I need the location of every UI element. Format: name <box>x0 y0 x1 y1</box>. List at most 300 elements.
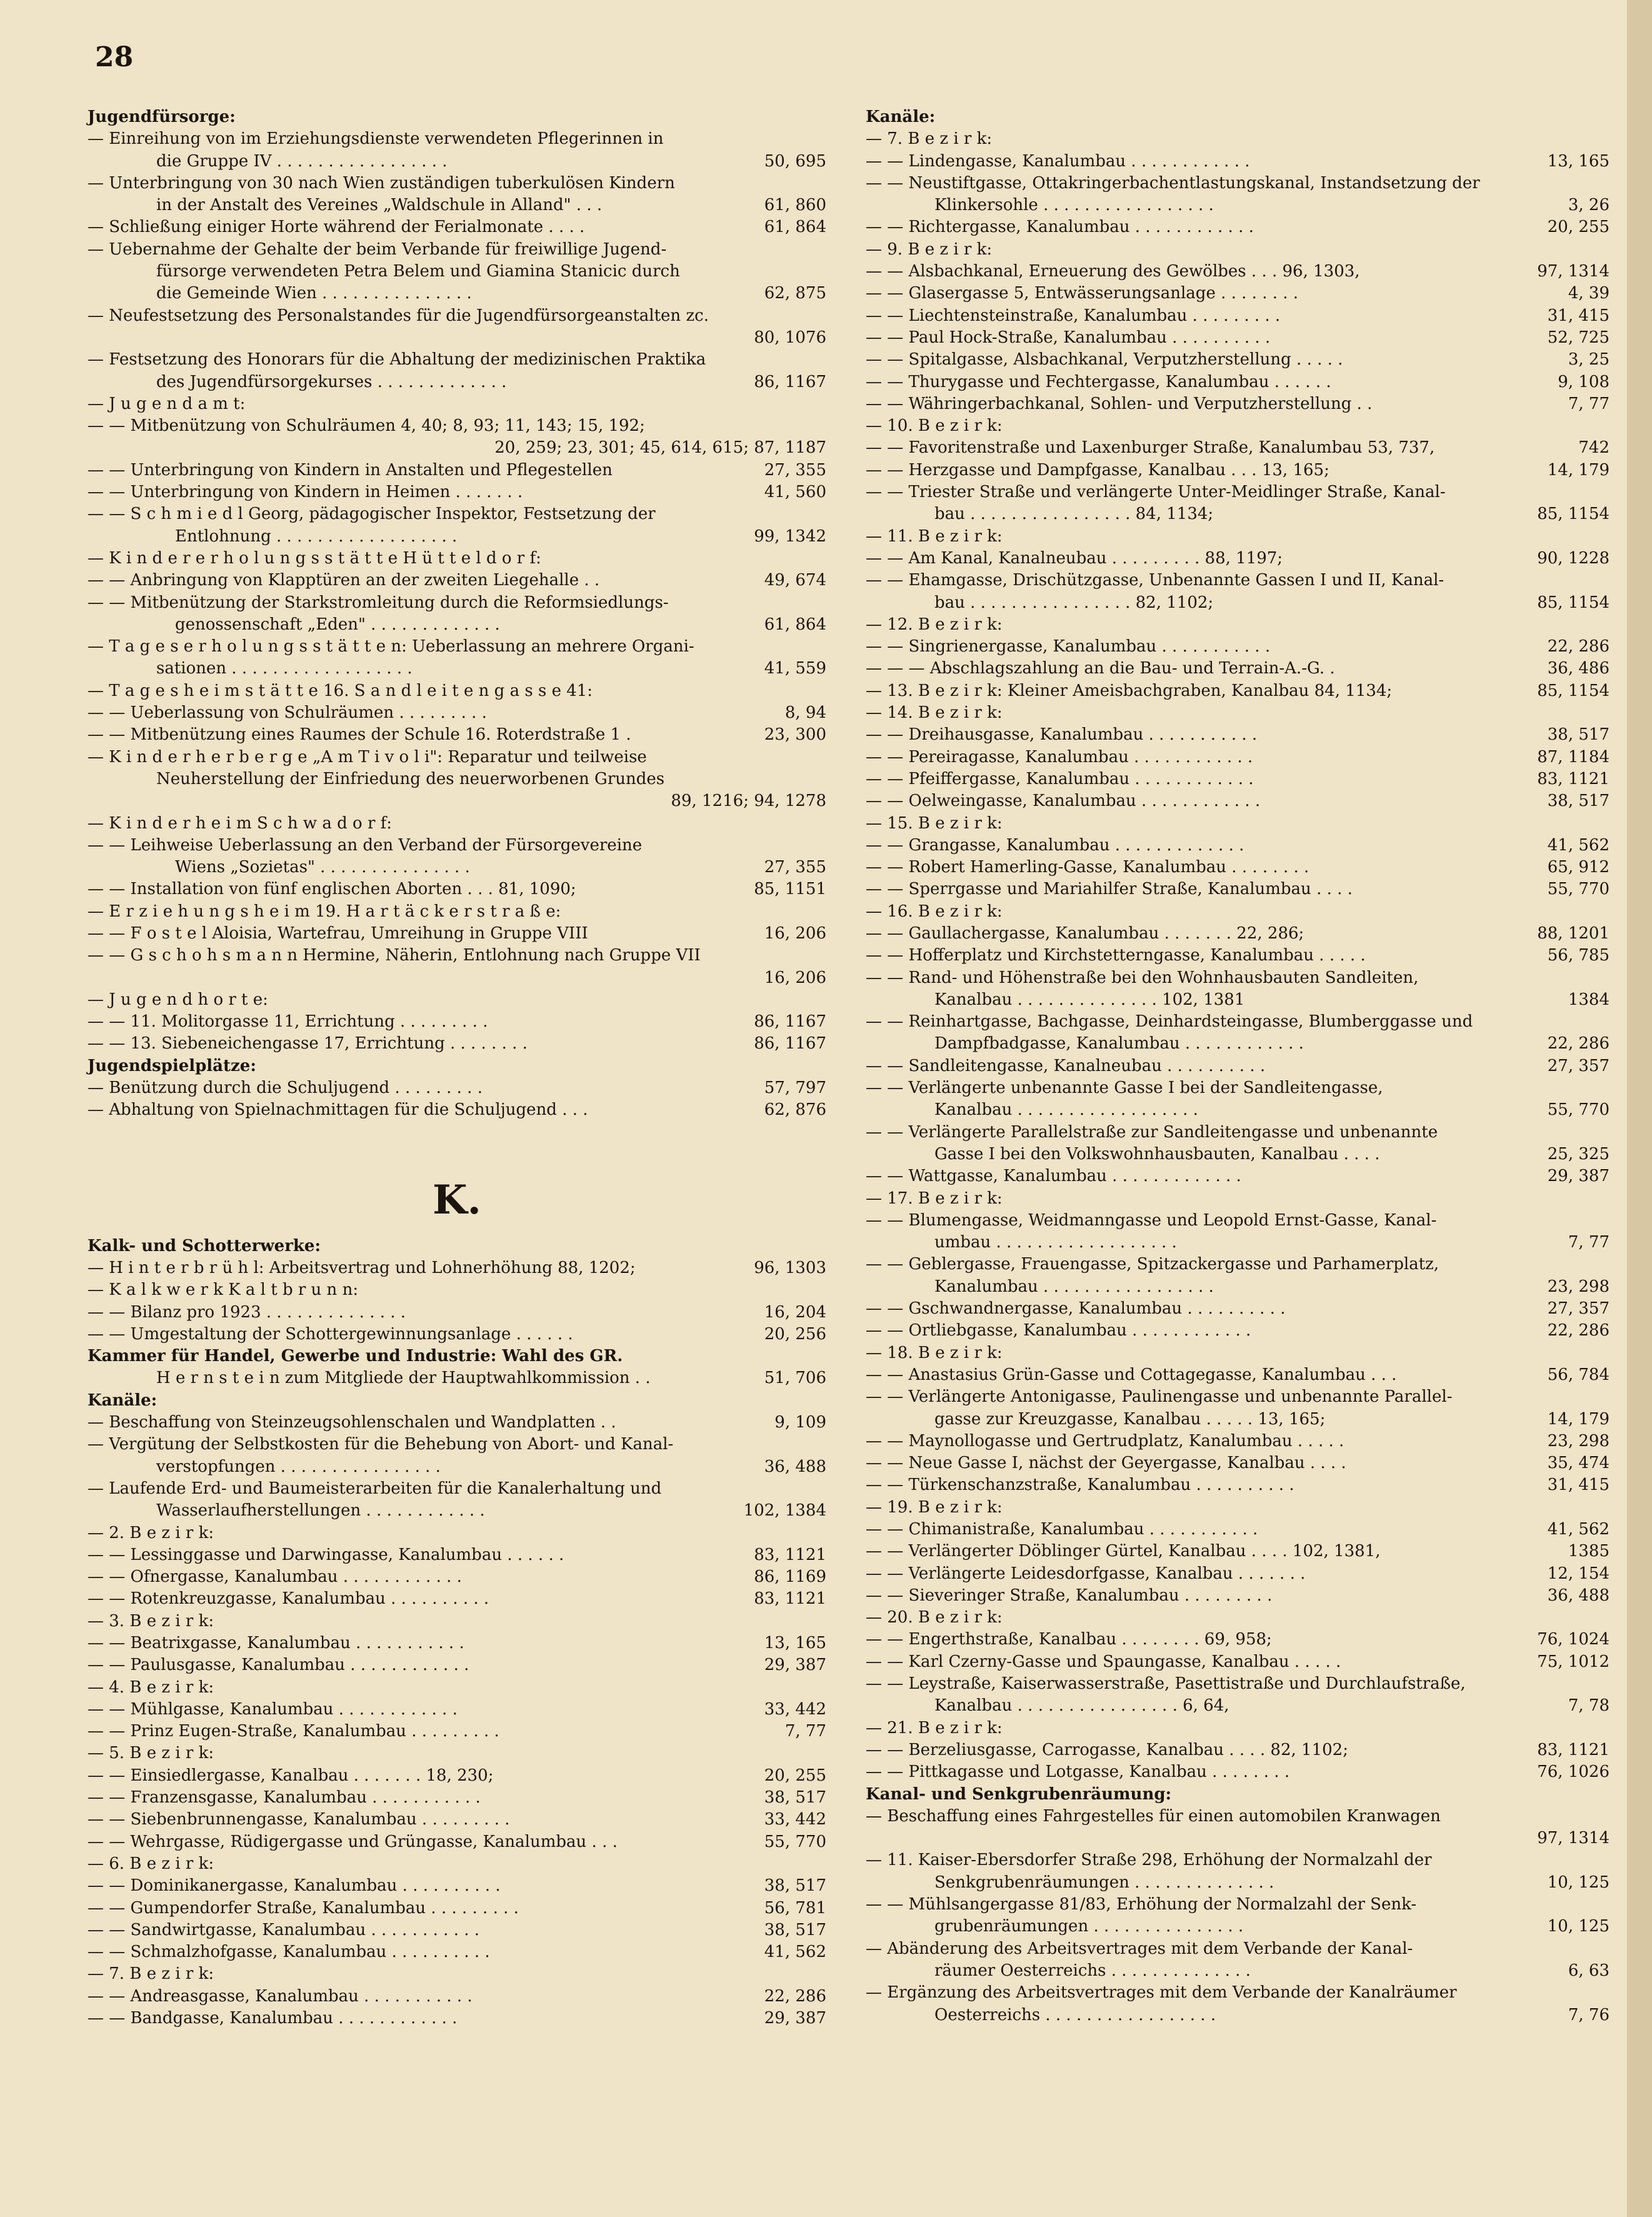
index-entry <box>88 923 826 945</box>
entry-text: des Jugendfürsorgekurses . . . . . . . . . . . . . <box>156 372 507 391</box>
entry-reference: 36, 486 <box>1544 658 1609 680</box>
index-entry <box>866 768 1609 790</box>
index-entry <box>866 1982 1609 2004</box>
entry-text: Kanalumbau . . . . . . . . . . . . . . . . . <box>934 1277 1214 1296</box>
entry-text: Wasserlaufherstellungen . . . . . . . . . . . . <box>156 1501 485 1521</box>
entry-text: — — Oelweingasse, Kanalumbau . . . . . . . . . . . . <box>866 792 1261 811</box>
entry-text: — 7. B e z i r k: <box>866 129 993 149</box>
index-entry <box>866 967 1609 989</box>
entry-reference: 86, 1167 <box>750 1011 826 1033</box>
index-entry <box>866 1276 1609 1298</box>
entry-text: Kammer für Handel, Gewerbe und Industrie: Wahl des GR. <box>88 1347 623 1366</box>
entry-reference: 27, 357 <box>1544 1055 1609 1077</box>
entry-reference: 33, 442 <box>761 1809 826 1831</box>
entry-reference: 36, 488 <box>761 1456 826 1478</box>
index-entry <box>866 1849 1609 1871</box>
kanaele-entries <box>866 106 1609 2026</box>
index-entry <box>88 415 826 437</box>
entry-text: — 2. B e z i r k: <box>88 1523 214 1542</box>
entry-text: — — Türkenschanzstraße, Kanalumbau . . . . . . . . . . <box>866 1475 1294 1495</box>
index-entry <box>866 857 1609 878</box>
entry-reference: 31, 415 <box>1544 1474 1609 1496</box>
entry-text: — — Ortliebgasse, Kanalumbau . . . . . . . . . . . . <box>866 1321 1251 1340</box>
entry-text: — 13. B e z i r k: Kleiner Ameisbachgraben, Kanalbau 84, 1134; <box>866 681 1393 700</box>
entry-text: — — Verlängerte Parallelstraße zur Sandleitengasse und unbenannte <box>866 1122 1438 1142</box>
entry-reference: 6, 63 <box>1564 1960 1609 1982</box>
entry-reference: 13, 165 <box>761 1632 826 1654</box>
entry-text: — — Rotenkreuzgasse, Kanalumbau . . . . . . . . . . <box>88 1589 489 1609</box>
index-entry <box>88 437 826 459</box>
entry-reference: 25, 325 <box>1544 1144 1609 1165</box>
entry-text: Kanalbau . . . . . . . . . . . . . . 102, 1381 <box>934 990 1245 1009</box>
index-entry <box>866 393 1609 415</box>
entry-text: — — Prinz Eugen-Straße, Kanalumbau . . . . . . . . . <box>88 1722 499 1741</box>
index-entry <box>866 1938 1609 1960</box>
entry-text: Senkgrubenräumungen . . . . . . . . . . . . . . <box>934 1873 1274 1892</box>
entry-text: — 10. B e z i r k: <box>866 416 1003 436</box>
entry-text: — — Liechtensteinstraße, Kanalumbau . . . . . . . . . <box>866 306 1281 325</box>
entry-text: — K i n d e r e r h o l u n g s s t ä t t e H ü t t e l d o r f: <box>88 548 541 568</box>
entry-reference: 38, 517 <box>1544 724 1609 746</box>
index-entry <box>88 1478 826 1500</box>
index-entry <box>88 1302 826 1324</box>
entry-text: — — Grangasse, Kanalumbau . . . . . . . . . . . . . <box>866 835 1244 855</box>
entry-reference: 1385 <box>1564 1541 1609 1562</box>
entry-reference: 23, 300 <box>761 724 826 746</box>
index-entry <box>866 989 1609 1011</box>
entry-reference: 27, 355 <box>761 460 826 481</box>
entry-text: — — Gaullachergasse, Kanalumbau . . . . . . . 22, 286; <box>866 923 1304 943</box>
entry-text: Wiens „Sozietas" . . . . . . . . . . . . . . . <box>175 858 470 877</box>
entry-text: — J u g e n d h o r t e: <box>88 990 268 1009</box>
index-entry <box>866 747 1609 768</box>
entry-reference: 86, 1169 <box>750 1566 826 1588</box>
entry-text: — — Unterbringung von Kindern in Anstalten und Pflegestellen <box>88 460 613 480</box>
section-letter: K. <box>433 1176 481 1224</box>
entry-reference: 38, 517 <box>1544 790 1609 812</box>
index-entry <box>88 1941 826 1963</box>
index-entry <box>866 1761 1609 1783</box>
index-entry <box>866 1607 1609 1629</box>
index-entry <box>88 1898 826 1919</box>
index-entry <box>866 216 1609 238</box>
index-entry <box>866 878 1609 900</box>
index-entry <box>88 261 826 283</box>
index-entry <box>88 878 826 900</box>
entry-reference: 35, 474 <box>1544 1452 1609 1474</box>
index-entry <box>88 1500 826 1522</box>
entry-reference: 23, 298 <box>1544 1276 1609 1298</box>
entry-reference: 57, 797 <box>761 1077 826 1099</box>
entry-reference: 3, 26 <box>1564 194 1609 216</box>
index-entry <box>866 437 1609 459</box>
entry-text: — — Karl Czerny-Gasse und Spaungasse, Kanalbau . . . . . <box>866 1652 1341 1671</box>
entry-text: — — Bandgasse, Kanalumbau . . . . . . . . . . . . <box>88 2009 458 2028</box>
entry-text: — 21. B e z i r k: <box>866 1718 1003 1737</box>
index-entry <box>866 1739 1609 1761</box>
index-entry <box>866 1210 1609 1232</box>
entry-reference: 16, 206 <box>761 923 826 945</box>
page-number: 28 <box>95 41 134 73</box>
entry-reference: 29, 387 <box>761 1654 826 1676</box>
entry-reference: 742 <box>1574 437 1609 459</box>
entry-reference: 80, 1076 <box>750 327 826 349</box>
entry-text: genossenschaft „Eden" . . . . . . . . . . . . . <box>175 615 500 634</box>
entry-reference: 3, 25 <box>1564 349 1609 371</box>
entry-text: bau . . . . . . . . . . . . . . . . 84, 1134; <box>934 505 1214 524</box>
page-edge <box>1627 0 1652 2217</box>
index-entry <box>866 194 1609 216</box>
index-entry <box>866 1232 1609 1254</box>
entry-reference: 22, 286 <box>1544 1033 1609 1055</box>
index-entry <box>866 1563 1609 1585</box>
entry-text: — — Leihweise Ueberlassung an den Verband der Fürsorgevereine <box>88 835 643 855</box>
entry-reference: 27, 357 <box>1544 1298 1609 1320</box>
entry-text: — — Mühlsangergasse 81/83, Erhöhung der Normalzahl der Senk- <box>866 1895 1417 1914</box>
index-entry <box>88 1986 826 2008</box>
entry-text: — 9. B e z i r k: <box>866 239 993 259</box>
index-entry <box>88 194 826 216</box>
entry-text: — — Favoritenstraße und Laxenburger Straße, Kanalumbau 53, 737, <box>866 438 1435 458</box>
index-entry <box>866 239 1609 261</box>
index-entry <box>866 1099 1609 1121</box>
index-entry <box>88 1919 826 1941</box>
index-entry <box>88 526 826 548</box>
entry-text: — — Reinhartgasse, Bachgasse, Deinhardsteingasse, Blumberggasse und <box>866 1012 1473 1032</box>
index-entry <box>88 548 826 570</box>
entry-text: in der Anstalt des Vereines „Waldschule in Alland" . . . <box>156 196 603 215</box>
entry-text: — K a l k w e r k K a l t b r u n n: <box>88 1280 359 1300</box>
index-entry <box>88 239 826 261</box>
index-entry <box>866 636 1609 658</box>
index-entry <box>866 1916 1609 1938</box>
index-entry <box>866 1409 1609 1430</box>
index-entry <box>866 1033 1609 1055</box>
entry-reference: 55, 770 <box>1544 1099 1609 1121</box>
entry-reference: 20, 256 <box>761 1324 826 1345</box>
entry-reference: 86, 1167 <box>750 371 826 393</box>
index-entry <box>88 1033 826 1055</box>
index-entry <box>88 2008 826 2029</box>
index-entry <box>866 813 1609 835</box>
entry-text: — — Engerthstraße, Kanalbau . . . . . . . . 69, 958; <box>866 1630 1272 1649</box>
entry-text: — 15. B e z i r k: <box>866 813 1003 833</box>
index-entry <box>88 1235 826 1257</box>
entry-text: die Gemeinde Wien . . . . . . . . . . . . . . . <box>156 284 472 303</box>
index-entry <box>88 747 826 768</box>
index-entry <box>866 1298 1609 1320</box>
entry-reference: 22, 286 <box>1544 1320 1609 1342</box>
entry-reference: 65, 912 <box>1544 857 1609 878</box>
entry-reference: 7, 78 <box>1564 1695 1609 1717</box>
entry-text: — — F o s t e l Aloisia, Wartefrau, Umreihung in Gruppe VIII <box>88 923 588 943</box>
entry-text: — — Dreihausgasse, Kanalumbau . . . . . . . . . . . <box>866 725 1258 745</box>
entry-text: — — 11. Molitorgasse 11, Errichtung . . . . . . . . . <box>88 1012 488 1032</box>
entry-text: — 17. B e z i r k: <box>866 1189 1003 1208</box>
index-entry <box>88 106 826 128</box>
index-entry <box>866 1717 1609 1739</box>
index-entry <box>866 790 1609 812</box>
entry-reference: 8, 94 <box>781 702 826 724</box>
index-entry <box>88 1390 826 1412</box>
entry-text: — — Pereiragasse, Kanalumbau . . . . . . . . . . . . <box>866 747 1253 767</box>
index-entry <box>88 128 826 150</box>
entry-reference: 41, 562 <box>761 1941 826 1963</box>
entry-text: — 11. Kaiser-Ebersdorfer Straße 298, Erhöhung der Normalzahl der <box>866 1851 1432 1870</box>
entry-text: — E r z i e h u n g s h e i m 19. H a r t ä c k e r s t r a ß e: <box>88 902 561 921</box>
entry-reference: 83, 1121 <box>1533 768 1609 790</box>
entry-reference: 20, 255 <box>761 1765 826 1787</box>
entry-reference: 31, 415 <box>1544 305 1609 327</box>
entry-text: — — Triester Straße und verlängerte Unter-Meidlinger Straße, Kanal- <box>866 483 1446 502</box>
entry-text: — — Robert Hamerling-Gasse, Kanalumbau . . . . . . . . <box>866 858 1309 877</box>
entry-text: Kalk- und Schotterwerke: <box>88 1236 321 1255</box>
entry-text: — — Verlängerter Döblinger Gürtel, Kanalbau . . . . 102, 1381, <box>866 1542 1381 1561</box>
index-entry <box>866 1651 1609 1673</box>
entry-text: — 20. B e z i r k: <box>866 1608 1003 1627</box>
index-entry <box>88 1787 826 1809</box>
entry-text: — — Paulusgasse, Kanalumbau . . . . . . . . . . . . <box>88 1656 469 1675</box>
entry-reference: 76, 1024 <box>1533 1629 1609 1651</box>
index-entry <box>866 1430 1609 1452</box>
entry-text: — — Ueberlassung von Schulräumen . . . . . . . . . <box>88 703 487 723</box>
entry-text: — 18. B e z i r k: <box>866 1343 1003 1362</box>
index-entry <box>88 1809 826 1831</box>
index-entry <box>866 173 1609 194</box>
entry-text: — — Sandleitengasse, Kanalneubau . . . . . . . . . . <box>866 1056 1266 1075</box>
index-entry <box>866 349 1609 371</box>
entry-text: — — Franzensgasse, Kanalumbau . . . . . . . . . . . <box>88 1788 481 1807</box>
entry-reference: 83, 1121 <box>750 1588 826 1610</box>
entry-reference: 51, 706 <box>761 1367 826 1389</box>
entry-reference: 13, 165 <box>1544 151 1609 173</box>
index-entry <box>88 503 826 525</box>
entry-text: — — S c h m i e d l Georg, pädagogischer Inspektor, Festsetzung der <box>88 505 656 524</box>
entry-text: — — Ehamgasse, Drischützgasse, Unbenannte Gassen I und II, Kanal- <box>866 571 1444 590</box>
index-entry <box>88 835 826 857</box>
index-entry <box>866 1872 1609 1894</box>
entry-reference: 61, 860 <box>761 194 826 216</box>
index-entry <box>88 1875 826 1897</box>
entry-text: — — Herzgasse und Dampfgasse, Kanalbau . . . 13, 165; <box>866 460 1329 480</box>
index-entry <box>866 1695 1609 1717</box>
entry-reference: 38, 517 <box>761 1919 826 1941</box>
index-entry <box>88 1699 826 1721</box>
entry-text: — — Blumengasse, Weidmanngasse und Leopold Ernst-Gasse, Kanal- <box>866 1210 1437 1230</box>
entry-text: Jugendspielplätze: <box>88 1056 256 1075</box>
entry-text: — J u g e n d a m t: <box>88 394 246 413</box>
entry-text: — — Thurygasse und Fechtergasse, Kanalumbau . . . . . . <box>866 372 1331 391</box>
index-entry <box>88 1367 826 1389</box>
index-entry <box>866 460 1609 481</box>
entry-text: — 7. B e z i r k: <box>88 1964 214 1984</box>
index-entry <box>866 128 1609 150</box>
index-entry <box>866 481 1609 503</box>
entry-text: Kanäle: <box>866 108 936 126</box>
entry-text: sationen . . . . . . . . . . . . . . . . . . <box>156 659 413 678</box>
entry-reference: 56, 785 <box>1544 945 1609 967</box>
entry-reference: 10, 125 <box>1544 1872 1609 1894</box>
entry-reference: 36, 488 <box>1544 1585 1609 1607</box>
entry-text: die Gruppe IV . . . . . . . . . . . . . . . . . <box>156 151 448 171</box>
entry-text: grubenräumungen . . . . . . . . . . . . . . . <box>934 1917 1244 1936</box>
entry-text: verstopfungen . . . . . . . . . . . . . . . . <box>156 1457 441 1476</box>
entry-text: — — Schmalzhofgasse, Kanalumbau . . . . . . . . . . <box>88 1943 490 1962</box>
entry-text: — — — Abschlagszahlung an die Bau- und Terrain-A.-G. . <box>866 659 1335 678</box>
entry-text: Kanalbau . . . . . . . . . . . . . . . . 6, 64, <box>934 1696 1229 1716</box>
entry-reference: 83, 1121 <box>750 1544 826 1566</box>
index-entry <box>88 327 826 349</box>
index-entry <box>88 393 826 415</box>
index-entry <box>88 481 826 503</box>
entry-reference: 41, 562 <box>1544 835 1609 857</box>
entry-text: — — Leystraße, Kaiserwasserstraße, Pasettistraße und Durchlaufstraße, <box>866 1674 1466 1694</box>
index-entry <box>88 1963 826 1985</box>
index-entry <box>88 790 826 812</box>
index-entry <box>88 1345 826 1367</box>
entry-text: — — Verlängerte Leidesdorfgasse, Kanalbau . . . . . . . <box>866 1564 1306 1583</box>
index-entry <box>88 1654 826 1676</box>
entry-text: Kanal- und Senkgrubenräumung: <box>866 1784 1172 1804</box>
entry-reference: 87, 1184 <box>1533 747 1609 768</box>
index-entry <box>866 835 1609 857</box>
entry-reference: 85, 1151 <box>750 878 826 900</box>
index-entry <box>866 1497 1609 1519</box>
entry-text: — — Gschwandnergasse, Kanalumbau . . . . . . . . . . <box>866 1299 1286 1319</box>
entry-text: — — Mitbenützung eines Raumes der Schule 16. Roterdstraße 1 . <box>88 725 631 745</box>
entry-reference: 7, 76 <box>1564 2004 1609 2026</box>
index-entry <box>866 526 1609 548</box>
entry-reference: 22, 286 <box>1544 636 1609 658</box>
index-entry <box>88 460 826 481</box>
index-entry <box>866 1629 1609 1651</box>
index-entry <box>88 989 826 1011</box>
entry-reference: 20, 259; 23, 301; 45, 614, 615; 87, 1187 <box>491 437 826 459</box>
entry-reference: 52, 725 <box>1544 327 1609 349</box>
entry-text: — — Währingerbachkanal, Sohlen- und Verputzherstellung . . <box>866 394 1373 413</box>
index-entry <box>866 1784 1609 1806</box>
entry-reference: 56, 784 <box>1544 1364 1609 1386</box>
entry-reference: 61, 864 <box>761 614 826 636</box>
entry-text: — Unterbringung von 30 nach Wien zuständigen tuberkulösen Kindern <box>88 173 675 193</box>
entry-text: — Neufestsetzung des Personalstandes für die Jugendfürsorgeanstalten zc. <box>88 306 709 325</box>
index-entry <box>88 1853 826 1875</box>
entry-text: — Beschaffung eines Fahrgestelles für einen automobilen Kranwagen <box>866 1806 1441 1826</box>
entry-text: — Vergütung der Selbstkosten für die Behebung von Abort- und Kanal- <box>88 1435 674 1454</box>
index-entry <box>88 658 826 680</box>
entry-text: — K i n d e r h e i m S c h w a d o r f: <box>88 813 393 833</box>
entry-text: — — Hofferplatz und Kirchstetterngasse, Kanalumbau . . . . . <box>866 946 1366 965</box>
entry-text: — — Mühlgasse, Kanalumbau . . . . . . . . . . . . <box>88 1699 458 1719</box>
index-entry <box>866 1894 1609 1916</box>
index-entry <box>88 636 826 658</box>
entry-reference: 85, 1154 <box>1533 503 1609 525</box>
entry-text: — — Chimanistraße, Kanalumbau . . . . . . . . . . . <box>866 1520 1258 1539</box>
entry-reference: 12, 154 <box>1544 1563 1609 1585</box>
index-entry <box>88 1522 826 1544</box>
index-entry <box>866 658 1609 680</box>
index-entry <box>866 1342 1609 1364</box>
entry-text: — — Wattgasse, Kanalumbau . . . . . . . . . . . . . <box>866 1167 1241 1186</box>
entry-text: — Uebernahme der Gehalte der beim Verbande für freiwillige Jugend- <box>88 239 667 259</box>
entry-reference: 9, 109 <box>771 1412 826 1434</box>
index-entry <box>866 1827 1609 1849</box>
index-entry <box>866 283 1609 304</box>
index-entry <box>866 261 1609 283</box>
entry-text: — Festsetzung des Honorars für die Abhaltung der medizinischen Praktika <box>88 350 706 370</box>
entry-text: Jugendfürsorge: <box>88 108 236 126</box>
index-entry <box>866 1474 1609 1496</box>
index-entry <box>88 1279 826 1301</box>
entry-text: — — Pittkagasse und Lotgasse, Kanalbau . . . . . . . . <box>866 1762 1290 1782</box>
entry-text: Neuherstellung der Einfriedung des neuerworbenen Grundes <box>156 769 665 788</box>
entry-text: — T a g e s h e i m s t ä t t e 16. S a n d l e i t e n g a s s e 41: <box>88 681 593 700</box>
index-entry <box>866 503 1609 525</box>
index-entry <box>866 923 1609 945</box>
entry-text: — H i n t e r b r ü h l: Arbeitsvertrag und Lohnerhöhung 88, 1202; <box>88 1258 636 1277</box>
entry-text: — — Am Kanal, Kanalneubau . . . . . . . . . 88, 1197; <box>866 548 1283 568</box>
entry-reference: 88, 1201 <box>1533 923 1609 945</box>
entry-reference: 10, 125 <box>1544 1916 1609 1938</box>
entry-text: — — Paul Hock-Straße, Kanalumbau . . . . . . . . . . <box>866 328 1271 347</box>
entry-text: — — Berzeliusgasse, Carrogasse, Kanalbau . . . . 82, 1102; <box>866 1740 1348 1759</box>
entry-text: — — Spitalgasse, Alsbachkanal, Verputzherstellung . . . . . <box>866 350 1343 370</box>
entry-text: — — G s c h o h s m a n n Hermine, Näherin, Entlohnung nach Gruppe VII <box>88 946 701 965</box>
index-entry <box>866 901 1609 923</box>
index-entry <box>866 1960 1609 1982</box>
entry-text: — — Unterbringung von Kindern in Heimen . . . . . . . <box>88 483 523 502</box>
index-entry <box>866 592 1609 614</box>
index-entry <box>88 1544 826 1566</box>
entry-text: — 16. B e z i r k: <box>866 902 1003 921</box>
index-entry <box>88 1055 826 1077</box>
entry-text: — 19. B e z i r k: <box>866 1497 1003 1517</box>
index-entry <box>88 1257 826 1279</box>
entry-reference: 41, 560 <box>761 481 826 503</box>
entry-text: — — Sandwirtgasse, Kanalumbau . . . . . . . . . . . <box>88 1920 480 1939</box>
entry-reference: 102, 1384 <box>740 1500 826 1522</box>
entry-text: — — Siebenbrunnengasse, Kanalumbau . . . . . . . . . <box>88 1810 510 1829</box>
index-entry <box>866 1254 1609 1275</box>
entry-reference: 85, 1154 <box>1533 680 1609 702</box>
index-entry <box>866 1320 1609 1342</box>
entry-text: — — Alsbachkanal, Erneuerung des Gewölbes . . . 96, 1303, <box>866 262 1360 281</box>
entry-text: — — Installation von fünf englischen Aborten . . . 81, 1090; <box>88 880 576 899</box>
index-entry <box>88 216 826 238</box>
index-entry <box>866 1055 1609 1077</box>
index-entry <box>88 305 826 327</box>
index-entry <box>866 1386 1609 1408</box>
index-entry <box>866 548 1609 570</box>
entry-reference: 62, 876 <box>761 1099 826 1121</box>
entry-reference: 97, 1314 <box>1533 1827 1609 1849</box>
entry-text: räumer Oesterreichs . . . . . . . . . . . . . . <box>934 1961 1251 1980</box>
entry-reference: 22, 286 <box>761 1986 826 2008</box>
index-entry <box>88 349 826 371</box>
index-entry <box>88 1099 826 1121</box>
entry-reference: 61, 864 <box>761 216 826 238</box>
entry-text: fürsorge verwendeten Petra Belem und Giamina Stanicic durch <box>156 262 680 281</box>
entry-text: — — 13. Siebeneichengasse 17, Errichtung . . . . . . . . <box>88 1034 528 1053</box>
index-entry <box>88 702 826 724</box>
entry-reference: 4, 39 <box>1564 283 1609 304</box>
index-entry <box>866 415 1609 437</box>
index-entry <box>866 1519 1609 1541</box>
entry-reference: 16, 206 <box>761 967 826 989</box>
index-entry <box>866 724 1609 746</box>
entry-text: — — Verlängerte Antonigasse, Paulinengasse und unbenannte Parallel- <box>866 1387 1453 1407</box>
section-gap <box>88 1122 826 1165</box>
